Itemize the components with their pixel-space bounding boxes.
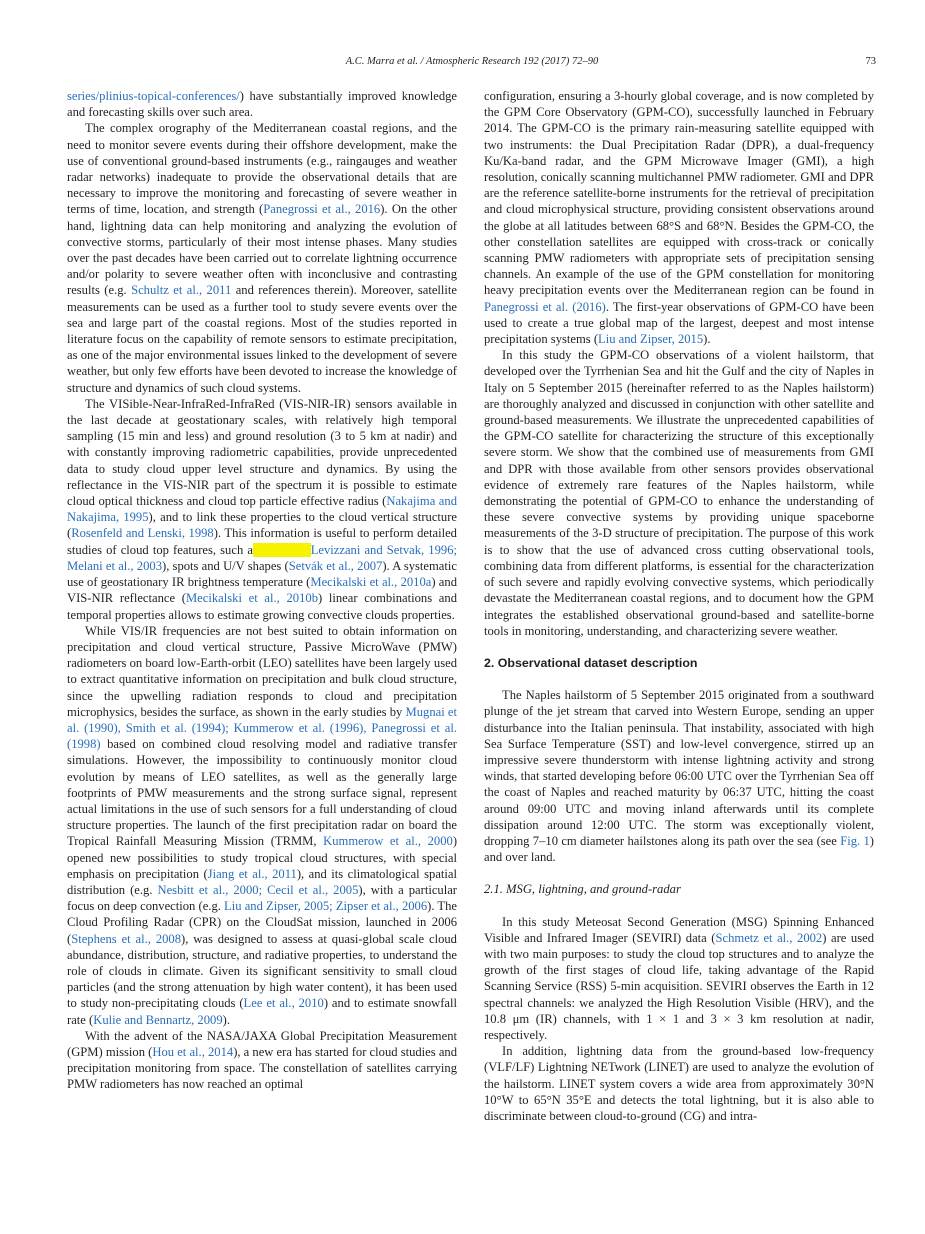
paragraph: With the advent of the NASA/JAXA Global Precipitation Measurement (GPM) mission (Hou et al., 2014), a new era has started for cloud studies and precipitation monitoring from space. The constellation of satellites carrying PMW radiometers has now reached an optimal <box>67 1028 458 1092</box>
paragraph: The complex orography of the Mediterranean coastal regions, and the need to monitor severe events during their offshore development, make the use of conventional ground-based instruments (e.g., raingauges and weather radar networks) inadequate to provide the observational details that are necessary to improve the monitoring and forecasting of severe weather in terms of time, location, and strength (Panegrossi et al., 2016). On the other hand, lightning data can help monitoring and analyzing the evolution of convective storms, particularly of their most intense phases. Many studies over the past decades have been carried out to correlate lightning occurrence and/or polarity to severe weather often with inconclusive and contrasting results (e.g. Schultz et al., 2011 and references therein). Moreover, satellite measurements can be used as a further tool to study severe events over the sea and large part of the coastal regions. Most of the studies reported in literature focus on the capability of remote sensors to estimate precipitation, as one of the major environmental issues linked to the development of severe weather, but only few efforts have been devoted to increase the knowledge of structure and dynamics of such cloud systems. <box>67 121 457 395</box>
citation-link[interactable]: Rosenfeld and Lenski, 1998 <box>71 526 214 541</box>
citation-link[interactable]: Stephens et al., 2008 <box>71 931 182 946</box>
citation-link[interactable]: Mugnai et al. (1990), Smith et al. (1994); Kummerow et al. (1996), Panegrossi et al. (1998) <box>67 704 457 752</box>
running-header <box>68 56 876 72</box>
citation-link[interactable]: Nakajima and Nakajima, 1995 <box>67 494 457 525</box>
paragraph: In this study Meteosat Second Generation (MSG) Spinning Enhanced Visible and Infrared Imager (SEVIRI) data (Schmetz et al., 2002) are used with two main purposes: to study the cloud top structures and to analyze the growth of the first stages of cloud life, taking advantage of the Rapid Scanning Service (RSS) 5-min acquisition. SEVIRI observes the Earth in 12 spectral channels: we analyzed the High Resolution Visible (HRV), and the 10.8 μm (IR) channels, with 1 × 1 and 3 × 3 km resolution at nadir, respectively. <box>484 914 875 1042</box>
citation-link[interactable]: Schultz et al., 2011 <box>131 283 232 298</box>
citation-link[interactable]: Kulie and Bennartz, 2009 <box>93 1012 223 1027</box>
citation-link[interactable]: Schmetz et al., 2002 <box>715 930 823 945</box>
citation-link[interactable]: Levizzani and Setvak, 1996; Melani et al., 2003 <box>67 542 457 573</box>
paragraph: In this study the GPM-CO observations of a violent hailstorm, that developed over the Tyrrhenian Sea and hit the Gulf and the city of Naples in Italy on 5 September 2015 (hereinafter referred to as the Naples hailstorm) are thoroughly analyzed and discussed in conjunction with other satellite and ground-based measurements. We illustrate the unprecedented capabilities of the GPM-CO satellite for characterizing the structure of this exceptionally severe storm. We show that the combined use of measurements from GMI and DPR with those available from other sensors provides observational evidence of extremely rare features of the Naples hailstorm, while demonstrating the potential of GPM-CO to enhance the understanding of these severe convective systems by providing unique spaceborne measurements of the 3-D structure of precipitation. The purpose of this work is to show that the use of advanced cross cutting observational tools, combining data from different platforms, is essential for the characterization of such severe and rapidly evolving convective systems, which periodically devastate the Mediterranean coastal regions, and to document how the GPM integrates the established observational ground-based and satellite-borne tools in monitoring, understanding, and characterizing severe weather. <box>484 348 874 638</box>
right-column <box>484 88 874 1124</box>
paragraph: configuration, ensuring a 3-hourly global coverage, and is now completed by the GPM Core Observatory (GPM-CO), successfully launched in February 2014. The GPM-CO is the primary rain-measuring satellite equipped with two instruments: the Dual Precipitation Radar (DPR), a dual-frequency Ku/Ka-band radar, and the GPM Microwave Imager (GMI), a high resolution, conically scanning multichannel PMW radiometer. GMI and DPR are the reference satellite-borne instruments for the retrieval of precipitation and cloud microphysical structure, providing consistent observations around the globe at all latitudes between 68°S and 68°N. Besides the GPM-CO, the other constellation satellites are equipped with cross-track or conically scanning PMW radiometers with appropriate sets of precipitation sensing channels. An example of the use of the GPM constellation for monitoring heavy precipitation events over the Mediterranean region can be found in Panegrossi et al. (2016). The first-year observations of GPM-CO have been used to create a true global map of the largest, deepest and most intense precipitation systems (Liu and Zipser, 2015). <box>484 89 874 347</box>
page-number: 73 <box>865 56 876 67</box>
highlight-mark <box>253 543 311 557</box>
paragraph: The Naples hailstorm of 5 September 2015 originated from a southward plunge of the jet stream that carved into Western Europe, sending an upper disturbance into the Italian peninsula. That instability, associated with high Sea Surface Temperature (SST) and low-level convergence, stirred up an impressive severe thunderstorm with intense lightning activity and strong winds, that started developing before 06:00 UTC over the Tyrrhenian Sea off the coast of Naples and reached maturity by 06:37 UTC, hitting the coast around 09:00 UTC and moving inland afterwards until its complete dissipation around 12:00 UTC. The storm was exceptionally violent, dropping 7–10 cm diameter hailstones along its path over the sea (see Fig. 1) and over land. <box>484 688 874 865</box>
paragraph: The VISible-Near-InfraRed-InfraRed (VIS-NIR-IR) sensors available in the last decade at geostationary scales, with relatively high temporal sampling (15 min and less) and ground resolution (3 to 5 km at nadir) and with constantly improving radiometric capabilities, provide unprecedented data to study cloud upper level structure and dynamics. By using the reflectance in the VIS-NIR part of the spectrum it is possible to estimate cloud optical thickness and cloud top particle effective radius (Nakajima and Nakajima, 1995), and to link these properties to the cloud vertical structure (Rosenfeld and Lenski, 1998). This information is useful to perform detailed studies of cloud top features, such a Levizzani and Setvak, 1996; Melani et al., 2003), spots and U/V shapes (Setvák et al., 2007). A systematic use of geostationary IR brightness temperature (Mecikalski et al., 2010a) and VIS-NIR reflectance (Mecikalski et al., 2010b) linear combinations and temporal properties allows to estimate growing convective clouds properties. <box>67 396 457 622</box>
citation-link[interactable]: Panegrossi et al. (2016) <box>484 299 606 314</box>
citation-link[interactable]: Liu and Zipser, 2005; Zipser et al., 2006 <box>224 899 428 914</box>
citation-link[interactable]: Liu and Zipser, 2015 <box>598 332 704 347</box>
paragraph: While VIS/IR frequencies are not best suited to obtain information on precipitation and cloud vertical structure, Passive MicroWave (PMW) radiometers on board low-Earth-orbit (LEO) satellites have been largely used to extract quantitative information on precipitation and bulk cloud structure, since the upwelling radiation responds to cloud and precipitation microphysics, besides the surface, as shown in the early studies by Mugnai et al. (1990), Smith et al. (1994); Kummerow et al. (1996), Panegrossi et al. (1998) based on combined cloud resolving model and radiative transfer simulations. However, the impossibility to continuously monitor cloud evolution by means of LEO satellites, as well as the generally large footprints of PMW measurements and the strong surface signal, represent actual limitations in the use of such sensors for a full understanding of cloud structure properties. The launch of the first precipitation radar on board the Tropical Rainfall Measuring Mission (TRMM, Kummerow et al., 2000) opened new possibilities to study tropical cloud structures, with special emphasis on precipitation (Jiang et al., 2011), and its climatological spatial distribution (e.g. Nesbitt et al., 2000; Cecil et al., 2005), with a particular focus on deep convection (e.g. Liu and Zipser, 2005; Zipser et al., 2006). The Cloud Profiling Radar (CPR) on the CloudSat mission, launched in 2006 (Stephens et al., 2008), was designed to assess at quasi-global scale cloud abundance, distribution, structure, and radiative properties, to understand the role of clouds in climate. Given its significant sensitivity to small cloud particles (and the strong attenuation by high water content), it has been used to study non-precipitating clouds (Lee et al., 2010) and to estimate snowfall rate (Kulie and Bennartz, 2009). <box>67 623 458 1027</box>
section-heading: 2. Observational dataset description <box>484 655 698 670</box>
paragraph: series/plinius-topical-conferences/) have substantially improved knowledge and forecasting skills over such area. <box>67 89 457 120</box>
paragraph: In addition, lightning data from the ground-based low-frequency (VLF/LF) Lightning NETwork (LINET) are used to analyze the evolution of the hailstorm. LINET system covers a wide area from approximately 30°N 10°W to 65°N 35°E and detects the total lightning, but it is also able to discriminate between cloud-to-ground (CG) and intra- <box>484 1044 874 1123</box>
subsection-heading: 2.1. MSG, lightning, and ground-radar <box>484 882 681 897</box>
citation-link[interactable]: Panegrossi et al., 2016 <box>263 202 381 217</box>
citation-link[interactable]: Lee et al., 2010 <box>243 996 324 1011</box>
running-title: A.C. Marra et al. / Atmospheric Research 192 (2017) 72–90 <box>345 56 599 67</box>
left-column <box>67 88 457 1093</box>
citation-link[interactable]: Mecikalski et al., 2010b <box>185 591 318 606</box>
url-link[interactable]: series/plinius-topical-conferences/ <box>67 89 240 103</box>
citation-link[interactable]: Mecikalski et al., 2010a <box>310 575 432 590</box>
citation-link[interactable]: Nesbitt et al., 2000; Cecil et al., 2005 <box>157 882 359 897</box>
citation-link[interactable]: Kummerow et al., 2000 <box>323 834 453 849</box>
citation-link[interactable]: Jiang et al., 2011 <box>207 866 297 881</box>
citation-link[interactable]: Hou et al., 2014 <box>152 1044 234 1059</box>
citation-link[interactable]: Setvák et al., 2007 <box>288 558 383 573</box>
figure-link[interactable]: Fig. 1 <box>840 833 870 848</box>
